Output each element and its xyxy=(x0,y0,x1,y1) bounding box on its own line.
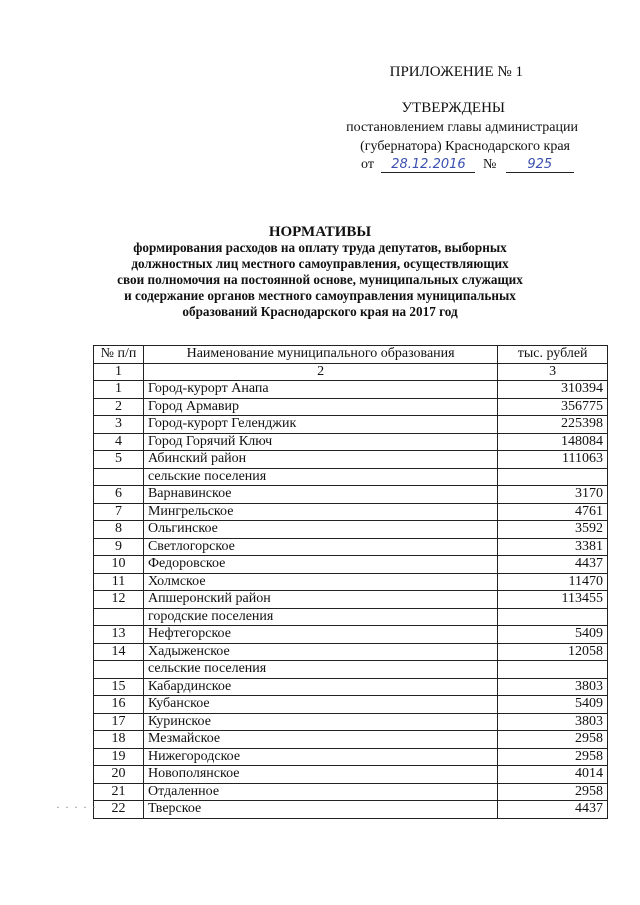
table-row xyxy=(94,731,608,749)
row-number: 20 xyxy=(94,766,144,784)
municipality-name: сельские поселения xyxy=(143,661,497,679)
municipality-name: городские поселения xyxy=(143,608,497,626)
row-number: 10 xyxy=(94,556,144,574)
table-row xyxy=(94,801,608,819)
amount-value: 11470 xyxy=(498,573,608,591)
number-prefix: № xyxy=(482,157,497,172)
municipality-name: Кабардинское xyxy=(143,678,497,696)
date-prefix: от xyxy=(361,157,374,172)
table-row xyxy=(94,398,608,416)
amount-value: 3170 xyxy=(498,486,608,504)
table-row xyxy=(94,713,608,731)
municipality-name: Абинский район xyxy=(143,451,497,469)
header-number: № п/п xyxy=(94,346,144,364)
row-number: 15 xyxy=(94,678,144,696)
row-number: 6 xyxy=(94,486,144,504)
amount-value: 2958 xyxy=(498,783,608,801)
municipality-name: сельские поселения xyxy=(143,468,497,486)
municipality-name: Тверское xyxy=(143,801,497,819)
municipality-name: Федоровское xyxy=(143,556,497,574)
municipality-name: Город-курорт Геленджик xyxy=(143,416,497,434)
row-number xyxy=(94,661,144,679)
table-row xyxy=(94,381,608,399)
table-row xyxy=(94,626,608,644)
row-number: 11 xyxy=(94,573,144,591)
table-row xyxy=(94,783,608,801)
amount-value xyxy=(498,468,608,486)
row-number: 22 xyxy=(94,801,144,819)
subtitle-line: образований Краснодарского края на 2017 год xyxy=(182,304,458,319)
subtitle-line: формирования расходов на оплату труда депутатов, выборных xyxy=(133,240,507,255)
column-number: 1 xyxy=(94,363,144,381)
municipality-name: Город Горячий Ключ xyxy=(143,433,497,451)
row-number: 9 xyxy=(94,538,144,556)
document-subtitle xyxy=(0,240,640,320)
municipality-name: Ольгинское xyxy=(143,521,497,539)
amount-value xyxy=(498,661,608,679)
table-header-row xyxy=(94,346,608,364)
row-number: 16 xyxy=(94,696,144,714)
column-number: 3 xyxy=(498,363,608,381)
municipality-name: Холмское xyxy=(143,573,497,591)
amount-value: 3381 xyxy=(498,538,608,556)
municipality-name: Куринское xyxy=(143,713,497,731)
municipality-name: Варнавинское xyxy=(143,486,497,504)
approval-dateline xyxy=(361,157,574,173)
approved-label: УТВЕРЖДЕНЫ xyxy=(401,100,505,116)
municipality-name: Отдаленное xyxy=(143,783,497,801)
table-row xyxy=(94,591,608,609)
table-row xyxy=(94,608,608,626)
approved-by-line-2: (губернатора) Краснодарского края xyxy=(360,139,570,154)
table-body xyxy=(94,381,608,819)
row-number: 21 xyxy=(94,783,144,801)
amount-value: 3803 xyxy=(498,678,608,696)
table-row xyxy=(94,678,608,696)
document-title: НОРМАТИВЫ xyxy=(268,224,372,240)
faint-stamp-mark: · · · · · xyxy=(56,800,97,814)
approved-by-line-1: постановлением главы администрации xyxy=(346,120,578,135)
row-number xyxy=(94,468,144,486)
table-row xyxy=(94,468,608,486)
subtitle-line: и содержание органов местного самоуправления муниципальных xyxy=(124,288,516,303)
row-number: 12 xyxy=(94,591,144,609)
amount-value: 225398 xyxy=(498,416,608,434)
row-number: 1 xyxy=(94,381,144,399)
municipality-name: Хадыженское xyxy=(143,643,497,661)
row-number: 2 xyxy=(94,398,144,416)
amount-value: 4437 xyxy=(498,556,608,574)
appendix-label: ПРИЛОЖЕНИЕ № 1 xyxy=(389,64,523,80)
row-number: 3 xyxy=(94,416,144,434)
table-row xyxy=(94,573,608,591)
row-number: 19 xyxy=(94,748,144,766)
row-number xyxy=(94,608,144,626)
column-number: 2 xyxy=(143,363,497,381)
municipality-name: Апшеронский район xyxy=(143,591,497,609)
municipality-name: Город-курорт Анапа xyxy=(143,381,497,399)
table-row xyxy=(94,451,608,469)
municipality-name: Кубанское xyxy=(143,696,497,714)
handwritten-date: 28.12.2016 xyxy=(381,157,475,173)
table-row xyxy=(94,766,608,784)
municipality-name: Город Армавир xyxy=(143,398,497,416)
amount-value: 4014 xyxy=(498,766,608,784)
row-number: 14 xyxy=(94,643,144,661)
amount-value: 310394 xyxy=(498,381,608,399)
amount-value: 2958 xyxy=(498,748,608,766)
municipality-name: Мингрельское xyxy=(143,503,497,521)
table-row xyxy=(94,661,608,679)
norms-table xyxy=(93,345,608,819)
table-row xyxy=(94,486,608,504)
row-number: 7 xyxy=(94,503,144,521)
amount-value: 3803 xyxy=(498,713,608,731)
table-row xyxy=(94,433,608,451)
row-number: 8 xyxy=(94,521,144,539)
row-number: 5 xyxy=(94,451,144,469)
table-row xyxy=(94,643,608,661)
amount-value: 5409 xyxy=(498,696,608,714)
table-row xyxy=(94,556,608,574)
municipality-name: Нижегородское xyxy=(143,748,497,766)
amount-value: 5409 xyxy=(498,626,608,644)
amount-value: 4437 xyxy=(498,801,608,819)
row-number: 13 xyxy=(94,626,144,644)
table-row xyxy=(94,503,608,521)
amount-value: 356775 xyxy=(498,398,608,416)
municipality-name: Нефтегорское xyxy=(143,626,497,644)
amount-value: 2958 xyxy=(498,731,608,749)
amount-value: 148084 xyxy=(498,433,608,451)
amount-value: 12058 xyxy=(498,643,608,661)
municipality-name: Светлогорское xyxy=(143,538,497,556)
row-number: 18 xyxy=(94,731,144,749)
handwritten-number: 925 xyxy=(506,157,574,173)
header-amount: тыс. рублей xyxy=(498,346,608,364)
amount-value: 113455 xyxy=(498,591,608,609)
row-number: 4 xyxy=(94,433,144,451)
subtitle-line: свои полномочия на постоянной основе, муниципальных служащих xyxy=(117,272,523,287)
amount-value: 3592 xyxy=(498,521,608,539)
header-name: Наименование муниципального образования xyxy=(143,346,497,364)
subtitle-line: должностных лиц местного самоуправления, осуществляющих xyxy=(131,256,509,271)
row-number: 17 xyxy=(94,713,144,731)
table-row xyxy=(94,538,608,556)
municipality-name: Мезмайское xyxy=(143,731,497,749)
amount-value: 111063 xyxy=(498,451,608,469)
table-row xyxy=(94,521,608,539)
table-row xyxy=(94,696,608,714)
municipality-name: Новополянское xyxy=(143,766,497,784)
amount-value: 4761 xyxy=(498,503,608,521)
table-row xyxy=(94,416,608,434)
table-row xyxy=(94,748,608,766)
table-column-numbers-row xyxy=(94,363,608,381)
amount-value xyxy=(498,608,608,626)
